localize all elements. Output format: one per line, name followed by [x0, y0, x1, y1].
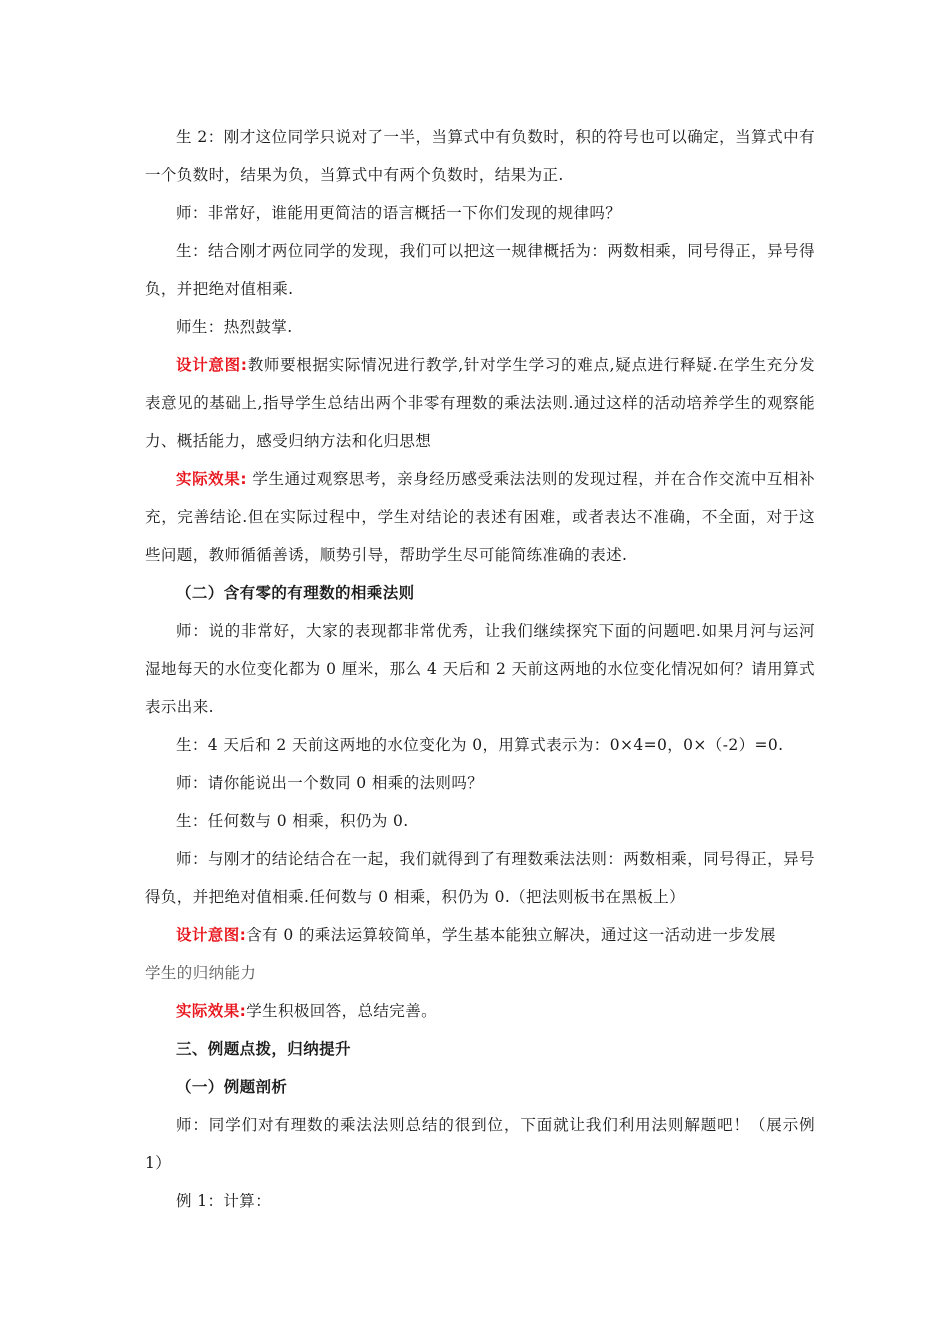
paragraph	[145, 840, 815, 916]
paragraph	[145, 1182, 815, 1220]
design-intent-paragraph	[145, 916, 815, 954]
paragraph-text: 学生的归纳能力	[145, 964, 257, 982]
paragraph	[145, 612, 815, 726]
actual-effect-paragraph	[145, 460, 815, 574]
design-intent-label: 设计意图:	[176, 926, 247, 944]
heading-text: （一）例题剖析	[176, 1078, 288, 1096]
actual-effect-label: 实际效果:	[176, 470, 247, 488]
actual-effect-label: 实际效果:	[176, 1002, 247, 1020]
document-body	[145, 118, 815, 1220]
section-heading	[145, 1030, 815, 1068]
paragraph-text: 含有 0 的乘法运算较简单，学生基本能独立解决，通过这一活动进一步发展	[246, 926, 776, 944]
paragraph-text: 师：同学们对有理数的乘法法则总结的很到位，下面就让我们利用法则解题吧！（展示例 1）	[145, 1116, 815, 1172]
paragraph-text: 师生：热烈鼓掌.	[176, 318, 293, 336]
heading-text: （二）含有零的有理数的相乘法则	[176, 584, 415, 602]
paragraph-text: 师：非常好，谁能用更简洁的语言概括一下你们发现的规律吗？	[176, 204, 622, 222]
paragraph	[145, 194, 815, 232]
paragraph-text: 学生通过观察思考，亲身经历感受乘法法则的发现过程，并在合作交流中互相补充，完善结论.但在实际过程中，学生对结论的表述有困难，或者表达不准确，不全面，对于这些问题，教师循循善诱，顺势引导，帮助学生尽可能简练准确的表述.	[145, 470, 815, 564]
paragraph	[145, 802, 815, 840]
paragraph	[145, 308, 815, 346]
design-intent-label: 设计意图:	[176, 356, 248, 374]
paragraph-text: 生：结合刚才两位同学的发现，我们可以把这一规律概括为：两数相乘，同号得正，异号得负，并把绝对值相乘.	[145, 242, 815, 298]
paragraph-text: 师：说的非常好，大家的表现都非常优秀，让我们继续探究下面的问题吧.如果月河与运河湿地每天的水位变化都为 0 厘米，那么 4 天后和 2 天前这两地的水位变化情况如何？请用算式表示出来.	[145, 622, 815, 716]
paragraph	[145, 726, 815, 764]
paragraph-continuation	[145, 954, 815, 992]
design-intent-paragraph	[145, 346, 815, 460]
paragraph-text: 教师要根据实际情况进行教学,针对学生学习的难点,疑点进行释疑.在学生充分发表意见的基础上,指导学生总结出两个非零有理数的乘法法则.通过这样的活动培养学生的观察能力、概括能力，感受归纳方法和化归思想	[145, 356, 815, 450]
section-heading	[145, 1068, 815, 1106]
paragraph-text: 师：请你能说出一个数同 0 相乘的法则吗？	[176, 774, 484, 792]
paragraph-text: 学生积极回答，总结完善。	[246, 1002, 438, 1020]
section-heading	[145, 574, 815, 612]
paragraph-text: 生：4 天后和 2 天前这两地的水位变化为 0，用算式表示为：0×4=0，0×（-2）=0.	[176, 736, 784, 754]
paragraph	[145, 118, 815, 194]
heading-text: 三、例题点拨，归纳提升	[176, 1040, 351, 1058]
paragraph-text: 生：任何数与 0 相乘，积仍为 0.	[176, 812, 409, 830]
paragraph-text: 师：与刚才的结论结合在一起，我们就得到了有理数乘法法则：两数相乘，同号得正，异号得负，并把绝对值相乘.任何数与 0 相乘，积仍为 0.（把法则板书在黑板上）	[145, 850, 815, 906]
paragraph-text: 例 1：计算：	[176, 1192, 272, 1210]
paragraph-text: 生 2：刚才这位同学只说对了一半，当算式中有负数时，积的符号也可以确定，当算式中有一个负数时，结果为负，当算式中有两个负数时，结果为正.	[145, 128, 815, 184]
paragraph	[145, 1106, 815, 1182]
actual-effect-paragraph	[145, 992, 815, 1030]
paragraph	[145, 232, 815, 308]
paragraph	[145, 764, 815, 802]
